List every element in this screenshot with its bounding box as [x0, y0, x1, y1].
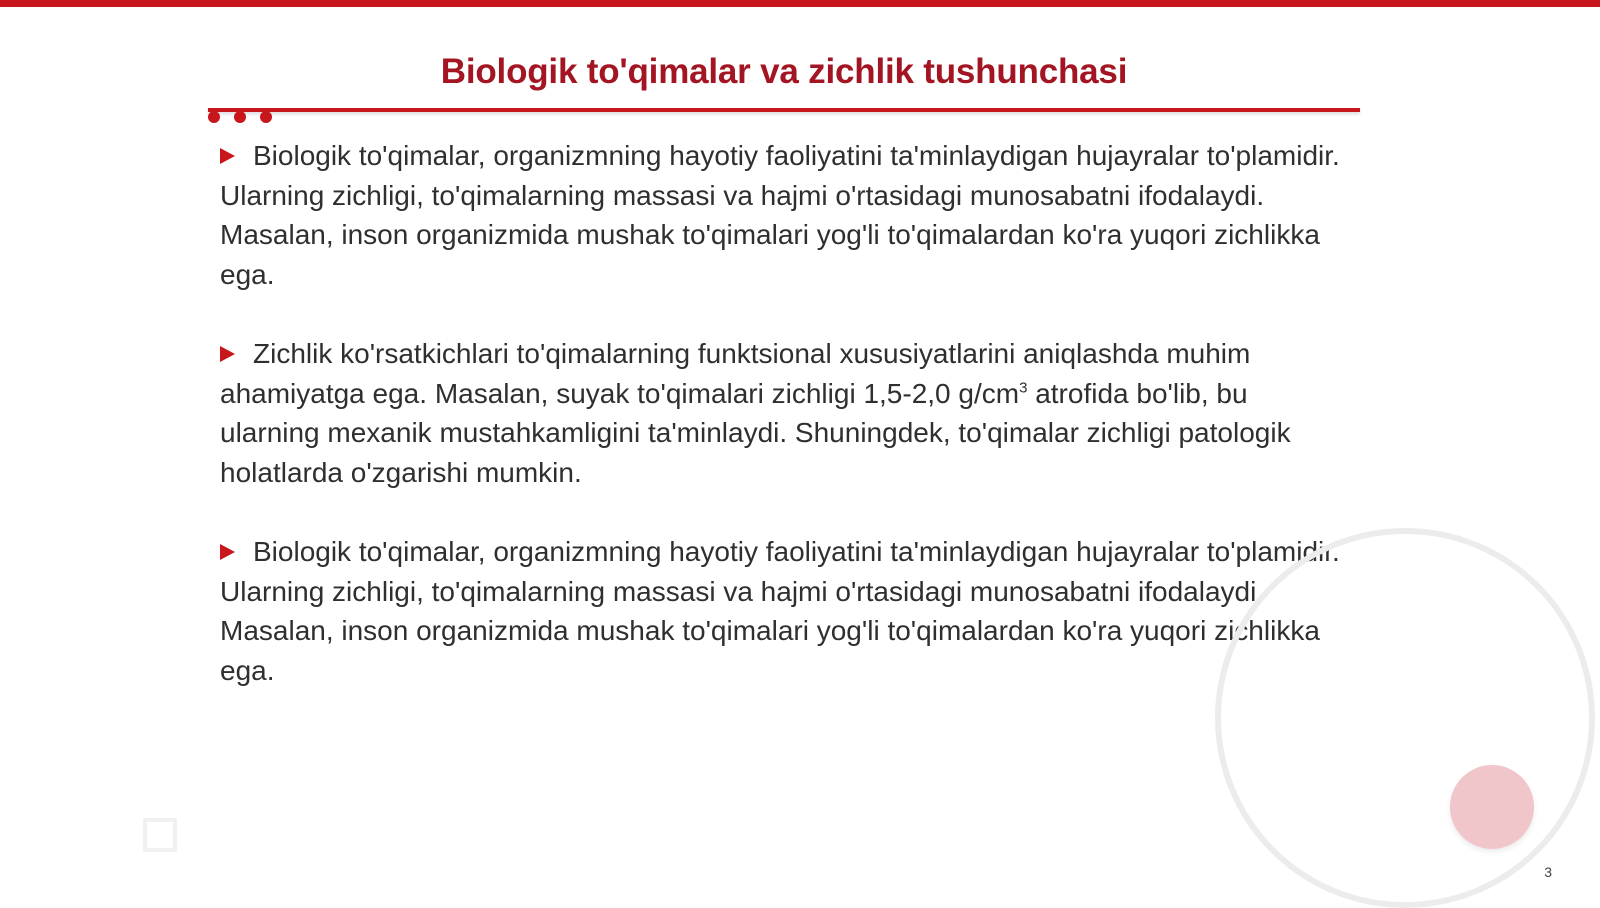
bullet-text-2-before: Zichlik ko'rsatkichlari to'qimalarning funktsional xususiyatlarini aniqlashda muhim ahamiyatga ega. Masalan, suyak to'qimalari zichligi 1,5-2,0 g/cm: [220, 338, 1251, 409]
bullet-text-3: Biologik to'qimalar, organizmning hayotiy faoliyatini ta'minlaydigan hujayralar to'plamidir. Ularning zichligi, to'qimalarning massasi va hajmi o'rtasidagi munosabatni ifodalaydi. Masalan, inson organizmida mushak to'qimalari yog'li to'qimalardan ko'ra yuqori zichlikka ega.: [220, 536, 1340, 686]
triangle-right-icon: [220, 346, 235, 362]
bullet-list: [220, 136, 1350, 730]
page-number: 3: [1544, 864, 1552, 880]
bullet-item-2: [220, 334, 1350, 492]
top-accent-bar: [0, 0, 1600, 7]
triangle-right-icon: [220, 148, 235, 164]
decorative-dot-3: [260, 111, 272, 123]
decorative-square: [143, 818, 177, 852]
decorative-pink-circle: [1450, 765, 1534, 849]
bullet-item-3: [220, 532, 1350, 690]
bullet-item-1: [220, 136, 1350, 294]
title-underline: [208, 108, 1360, 112]
bullet-text-1: Biologik to'qimalar, organizmning hayotiy faoliyatini ta'minlaydigan hujayralar to'plamidir. Ularning zichligi, to'qimalarning massasi va hajmi o'rtasidagi munosabatni ifodalaydi. Masalan, inson organizmida mushak to'qimalari yog'li to'qimalardan ko'ra yuqori zichlikka ega.: [220, 140, 1340, 290]
superscript-exponent: 3: [1019, 379, 1028, 397]
slide-title: Biologik to'qimalar va zichlik tushunchasi: [440, 52, 1128, 91]
decorative-dot-2: [234, 111, 246, 123]
decorative-ring: [1215, 528, 1595, 908]
triangle-right-icon: [220, 544, 235, 560]
decorative-dot-1: [208, 111, 220, 123]
bullet-text-2-after: atrofida bo'lib, bu ularning mexanik mustahkamligini ta'minlaydi. Shuningdek, to'qimalar zichligi patologik holatlarda o'zgarishi mumkin.: [220, 377, 1291, 488]
